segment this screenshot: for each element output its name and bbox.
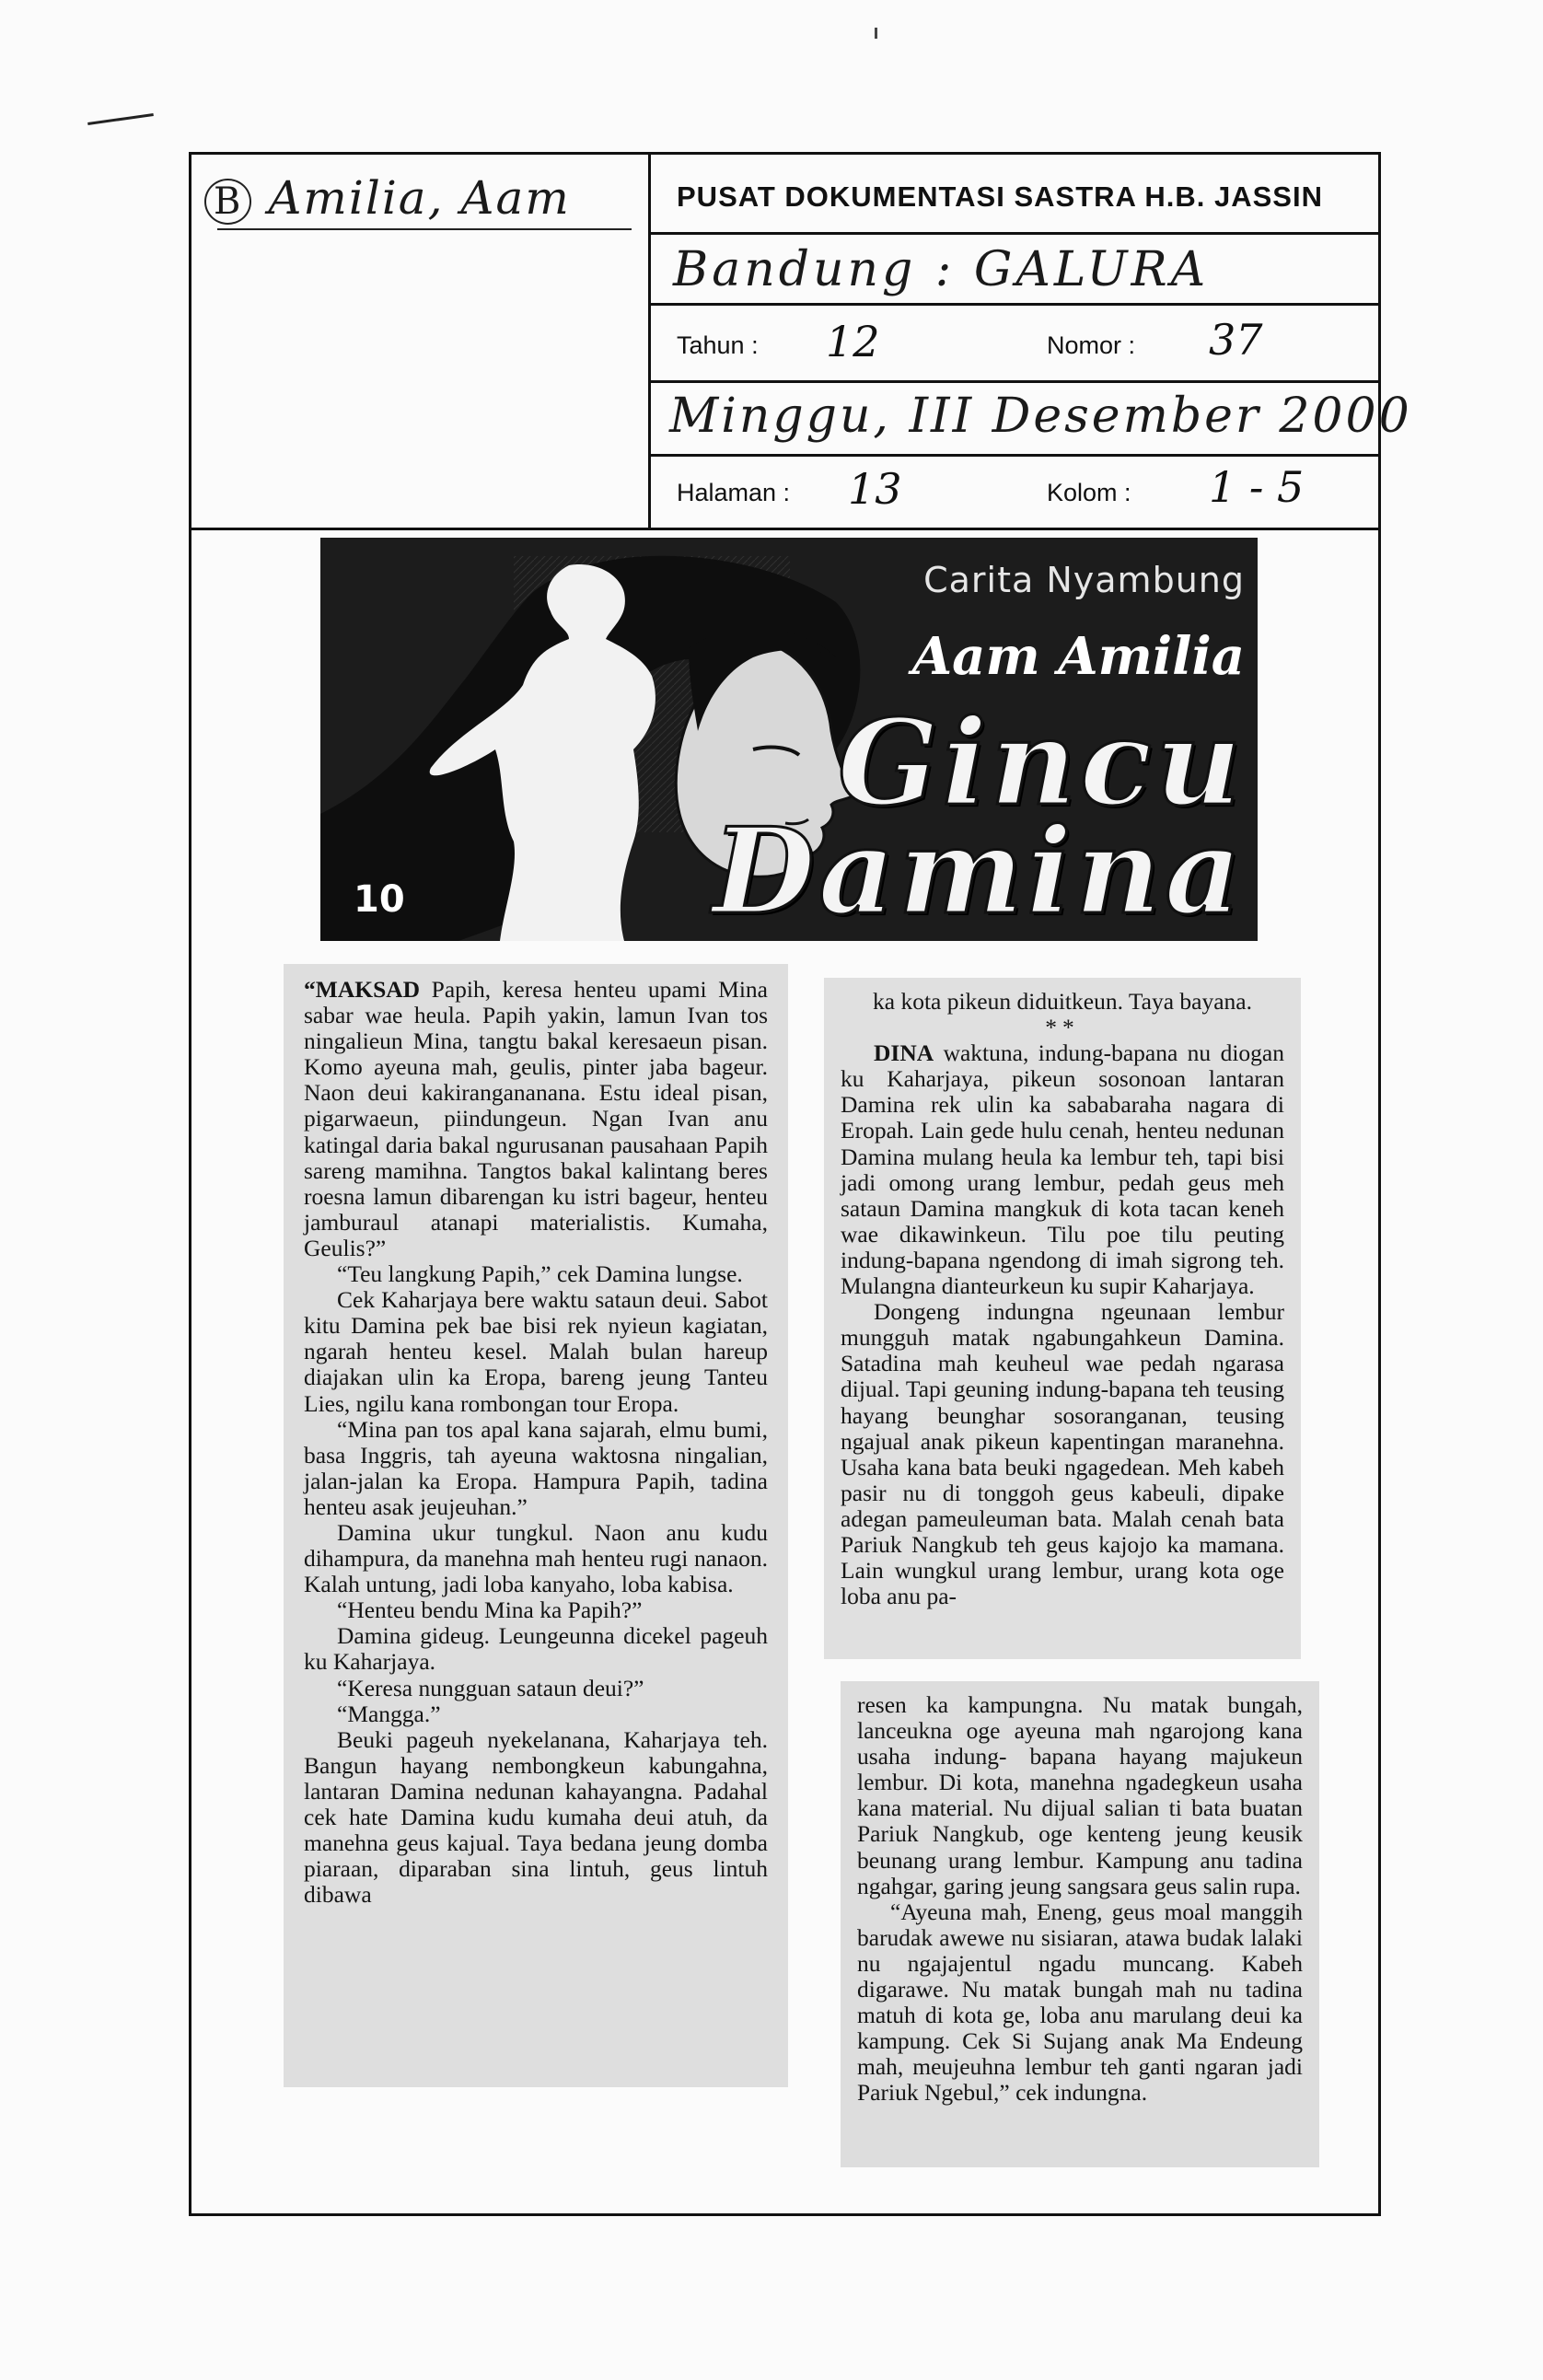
column-value: 1 - 5 bbox=[1209, 462, 1305, 512]
number-value: 37 bbox=[1209, 315, 1263, 365]
year-number-row bbox=[651, 306, 1378, 383]
story-title-line2: Damina bbox=[713, 803, 1245, 941]
paragraph: Dongeng indungna ngeunaan lembur mungguh matak ngabungahkeun Damina. Satadina mah keuheul wae pedah ngarasa dijual. Tapi geuning indung-bapana teh teusing hayang beunghar sosoranganan, teusing ngajual anak pikeun kapentingan maranehna. Usaha kana bata beuki ngagedean. Meh kabeh pasir nu di tonggoh geus kabeuli, dipake adegan pameuleuman bata. Malah cenah bata Pariuk Nangkub teh geus kajojo ka mamana. Lain wungkul urang lembur, urang kota oge loba anu pa- bbox=[841, 1298, 1284, 1610]
article-column-2-bottom bbox=[841, 1681, 1319, 2167]
stray-pen-mark bbox=[87, 113, 154, 125]
paragraph: Beuki pageuh nyekelanana, Kaharjaya teh. Bangun hayang nembongkeun kabungahna, lantaran Damina nedunan kahayangna. Padahal cek hate Damina kudu kumaha deui atuh, da manehna geus kajual. Taya bedana jeung domba piaraan, diparaban sina lintuh, geus lintuh dibawa bbox=[304, 1725, 768, 1909]
source-handwriting: Bandung : GALURA bbox=[673, 242, 1210, 297]
paragraph bbox=[304, 977, 768, 1261]
author-cell bbox=[191, 155, 650, 239]
date-handwriting: Minggu, III Desember 2000 bbox=[669, 389, 1412, 444]
author-name: Amilia, Aam bbox=[268, 171, 571, 225]
page-label: Halaman : bbox=[677, 479, 791, 506]
paragraph: ka kota pikeun diduitkeun. Taya bayana. bbox=[873, 988, 1252, 1015]
source-row bbox=[651, 235, 1378, 306]
frame-divider bbox=[191, 528, 1378, 530]
banner-author: Aam Amilia bbox=[911, 626, 1245, 687]
lead-word: “MAKSAD bbox=[304, 976, 421, 1003]
paragraph: “Ayeuna mah, Eneng, geus moal manggih barudak awewe nu sisiaran, atawa budak lalaki nu ngajajentul ngadu muncang. Kabeh digarawe. Nu matak bungah mah nu tadina matuh di kota ge, loba anu marulang deui ka kampung. Cek Si Sujang anak Ma Endeung mah, meujeuhna lembur teh ganti ngaran jadi Pariuk Ngebul,” cek indungna. bbox=[857, 1898, 1303, 2107]
author-marker: B bbox=[204, 179, 251, 225]
series-label: Carita Nyambung bbox=[923, 560, 1245, 600]
section-separator: ** bbox=[1045, 1014, 1080, 1041]
story-banner bbox=[320, 538, 1258, 941]
story-title-line1: Gincu bbox=[838, 694, 1245, 832]
paragraph-text: Papih, keresa henteu upami Mina sabar wae heula. Papih yakin, lamun Ivan tos ningalieun Mina, tangtu bakal keresaeun pisan. Komo ayeuna mah, geulis, pinter jaba bageur. Naon deui kakirangananana. Estu ideal pisan, pigarwaeun, piindungeun. Ngan Ivan anu katingal daria bakal ngurusanan pausahaan Papih sareng mamihna. Tangtos bakal kalintang beres roesna lamun dibarengan ku istri bageur, henteu jamburaul atanapi materialistis. Kumaha, Geulis?” bbox=[304, 976, 768, 1261]
date-row bbox=[651, 383, 1412, 457]
paragraph: resen ka kampungna. Nu matak bungah, lanceukna oge ayeuna mah ngarojong kana usaha indung- bapana hayang majukeun lembur. Di kota, manehna ngadegkeun usaha kana material. Nu dijual salian ti bata buatan Pariuk Nangkub, oge kenteng jeung keusik beunang urang lembur. Kampung anu tadina ngahgar, garing jeung sangsara geus salin rupa. bbox=[857, 1691, 1303, 1899]
metadata-box bbox=[648, 155, 1412, 530]
column-label: Kolom : bbox=[1047, 479, 1131, 506]
author-handwriting bbox=[204, 171, 571, 225]
number-label: Nomor : bbox=[1047, 331, 1136, 359]
paragraph: Damina ukur tungkul. Naon anu kudu dihampura, da manehna mah henteu rugi nanaon. Kalah untung, jadi loba kanyaho, loba kabisa. bbox=[304, 1518, 768, 1598]
punch-mark bbox=[875, 28, 877, 39]
lead-word: DINA bbox=[874, 1039, 934, 1067]
paragraph-text: waktuna, indung-bapana nu diogan ku Kaharjaya, pikeun sosonoan lantaran Damina rek ulin ka sababaraha nagara di Eropah. Lain gede hulu cenah, henteu nedunan Damina mulang heula ka lembur teh, tapi bisi jadi omong urang lembur, pedah geus meh sataun Damina mangkuk di kota tacan keneh wae dikawinkeun. Tilu poe tilu peuting indung-bapana ngendong di imah sigrong teh. Mulangna dianteurkeun ku supir Kaharjaya. bbox=[841, 1039, 1284, 1300]
page-value: 13 bbox=[848, 464, 902, 514]
article-column-2-top bbox=[824, 978, 1301, 1659]
page-column-row bbox=[651, 457, 1378, 528]
institution-row bbox=[651, 155, 1378, 235]
paragraph: “Keresa nungguan sataun deui?” bbox=[337, 1674, 644, 1701]
author-underline bbox=[217, 228, 632, 230]
paragraph: “Teu langkung Papih,” cek Damina lungse. bbox=[337, 1260, 743, 1288]
paragraph: Damina gideug. Leungeunna dicekel pageuh ku Kaharjaya. bbox=[304, 1622, 768, 1676]
episode-number: 10 bbox=[354, 878, 405, 921]
year-label: Tahun : bbox=[677, 331, 759, 359]
paragraph: “Mangga.” bbox=[337, 1700, 441, 1727]
article-column-1 bbox=[284, 964, 788, 2087]
paragraph bbox=[841, 1040, 1284, 1299]
institution-name: PUSAT DOKUMENTASI SASTRA H.B. JASSIN bbox=[677, 180, 1323, 213]
paragraph: Cek Kaharjaya bere waktu sataun deui. Sabot kitu Damina pek bae bisi rek nyieun kagiatan, ngarah henteu kesel. Malah bulan hareup diajakan ulin ka Eropa, bareng jeung Tanteu Lies, ngilu kana rombongan tour Eropa. bbox=[304, 1286, 768, 1417]
paragraph: “Henteu bendu Mina ka Papih?” bbox=[337, 1596, 643, 1624]
year-value: 12 bbox=[826, 317, 880, 366]
paragraph: “Mina pan tos apal kana sajarah, elmu bumi, basa Inggris, tah ayeuna waktosna ningalian, jalan-jalan ka Eropa. Hampura Papih, tadina henteu asak jeujeuhan.” bbox=[304, 1415, 768, 1520]
